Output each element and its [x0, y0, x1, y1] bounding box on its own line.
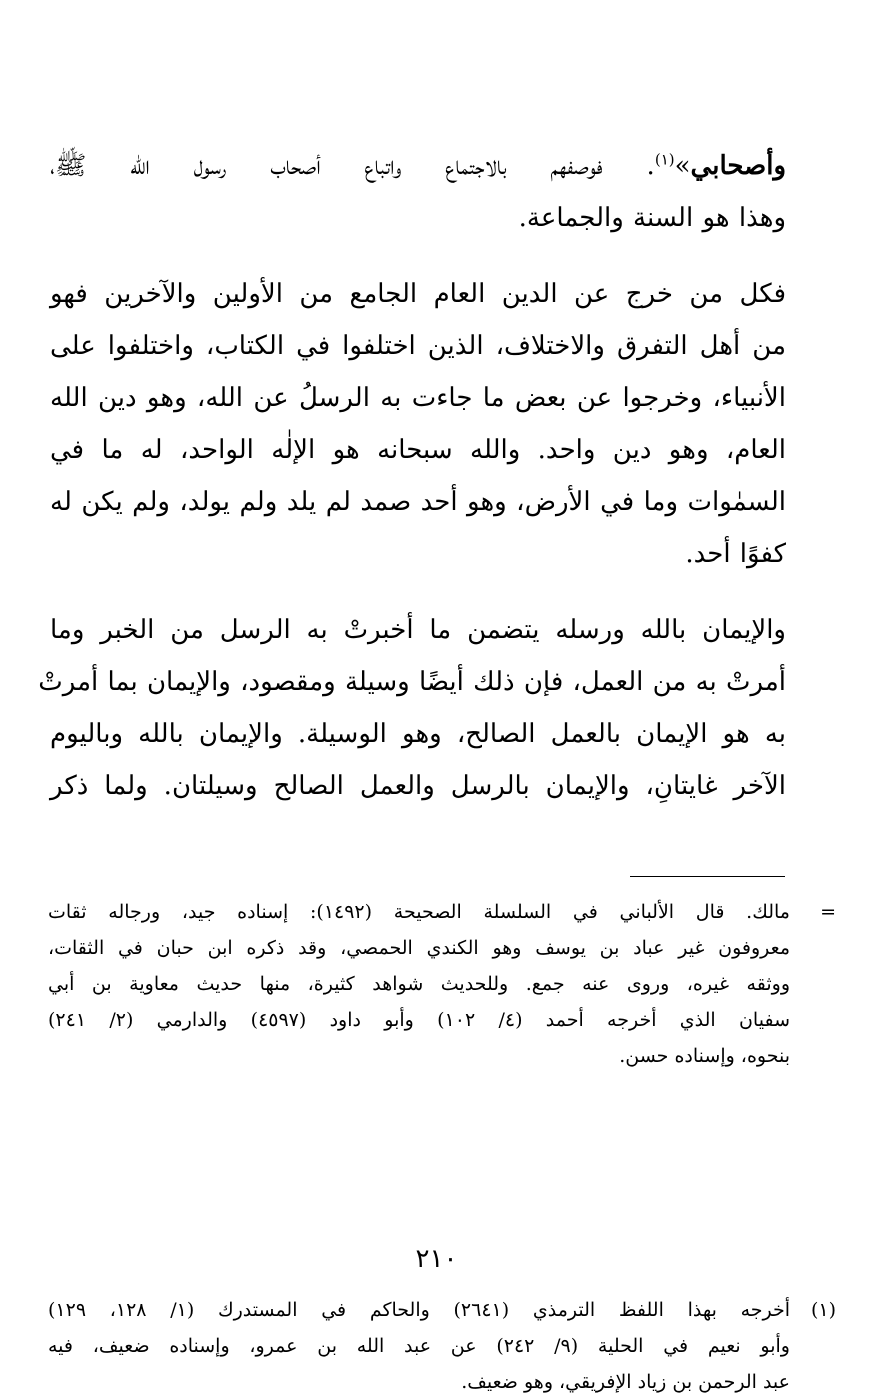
footnote-line: وأبو نعيم في الحلية (٩/ ٢٤٢) عن عبد الله بن عمرو، وإسناده ضعيف، فيه — [48, 1335, 790, 1357]
paragraph-1 — [50, 140, 786, 244]
lead-word: وأصحابي — [690, 151, 786, 181]
footnote-divider — [630, 876, 785, 877]
paragraph-2-line: العام، وهو دين واحد. والله سبحانه هو الإلٰه الواحد، له ما في — [50, 435, 786, 465]
footnote-1 — [48, 1292, 836, 1400]
paragraph-2-line: الأنبياء، وخرجوا عن بعض ما جاءت به الرسلُ عن الله، وهو دين الله — [50, 383, 786, 413]
footnote-line: سفيان الذي أخرجه أحمد (٤/ ١٠٢) وأبو داود (٤٥٩٧) والدارمي (٢/ ٢٤١) — [48, 1009, 790, 1031]
footnote-ref-1[interactable]: (١) — [654, 150, 675, 169]
paragraph-2-line: كفوًا أحد. — [685, 539, 786, 569]
footnote-1-marker: (١) — [810, 1299, 836, 1321]
footnote-line: ووثقه غيره، وروى عنه جمع. وللحديث شواهد كثيرة، منها حديث معاوية بن أبي — [48, 973, 790, 995]
paragraph-3 — [38, 604, 786, 812]
paragraph-1-line-1 — [50, 140, 786, 192]
paragraph-1-line-1-rest: . فوصفهم بالاجتماع واتباع أصحاب رسول الله ﷺ، — [50, 151, 655, 181]
quote-close: » — [674, 151, 691, 181]
paragraph-3-line: والإيمان بالله ورسله يتضمن ما أخبرتْ به الرسل من الخبر وما — [50, 615, 786, 645]
paragraph-1-line-2: وهذا هو السنة والجماعة. — [518, 203, 786, 233]
paragraph-2-line: من أهل التفرق والاختلاف، الذين اختلفوا في الكتاب، واختلفوا على — [50, 331, 786, 361]
paragraph-2-line: السمٰوات وما في الأرض، وهو أحد صمد لم يلد ولم يولد، ولم يكن له — [50, 487, 786, 517]
paragraph-3-line: أمرتْ به من العمل، فإن ذلك أيضًا وسيلة ومقصود، والإيمان بما أمرتْ — [38, 667, 786, 697]
footnote-line: أخرجه بهذا اللفظ الترمذي (٢٦٤١) والحاكم في المستدرك (١/ ١٢٨، ١٢٩) — [48, 1299, 791, 1321]
paragraph-3-line: به هو الإيمان بالعمل الصالح، وهو الوسيلة. والإيمان بالله وباليوم — [50, 719, 786, 749]
page-number: ٢١٠ — [415, 1244, 458, 1274]
paragraph-3-line: الآخر غايتانِ، والإيمان بالرسل والعمل الصالح وسيلتان. ولما ذكر — [50, 771, 786, 801]
footnote-line: مالك. قال الألباني في السلسلة الصحيحة (١٤٩٢): إسناده جيد، ورجاله ثقات — [48, 901, 790, 923]
footnote-line: بنحوه، وإسناده حسن. — [619, 1045, 790, 1067]
footnote-line: معروفون غير عباد بن يوسف وهو الكندي الحمصي، وقد ذكره ابن حبان في الثقات، — [48, 937, 790, 959]
footnote-continuation — [48, 894, 836, 1074]
paragraph-2 — [50, 268, 786, 580]
footnote-continuation-marker: = — [820, 901, 836, 923]
paragraph-2-line: فكل من خرج عن الدين العام الجامع من الأولين والآخرين فهو — [50, 279, 786, 309]
footnote-line: عبد الرحمن بن زياد الإفريقي، وهو ضعيف. — [461, 1371, 790, 1393]
